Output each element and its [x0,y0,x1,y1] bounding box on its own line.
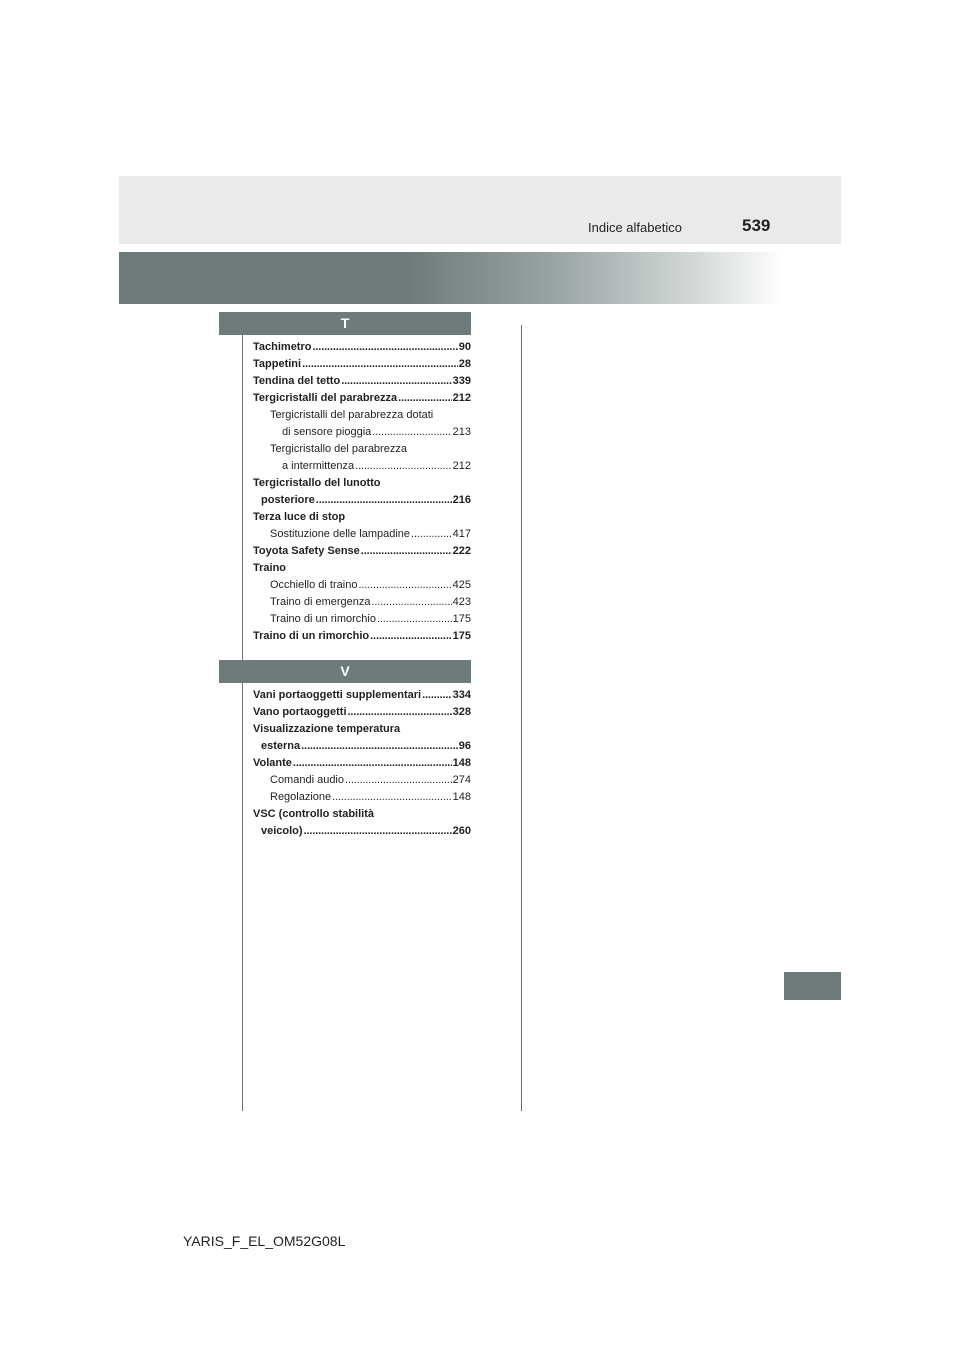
letter-heading-t: T [219,312,471,335]
index-entry[interactable]: Volante . . . 148 [253,755,471,772]
index-subentry[interactable]: Traino di un rimorchio . . . 175 [253,611,471,628]
index-subentry[interactable]: di sensore pioggia . . . 213 [253,424,471,441]
index-entry[interactable]: posteriore . . . 216 [253,492,471,509]
header-band [119,176,841,244]
index-entry[interactable]: Vano portaoggetti . . . 328 [253,704,471,721]
index-subentry: Tergicristallo del parabrezza [270,443,407,455]
index-entry: Visualizzazione temperatura [253,723,401,735]
index-subentry[interactable]: Comandi audio . . . 274 [253,772,471,789]
index-entry: Tergicristallo del lunotto [253,477,381,489]
index-subentry[interactable]: Occhiello di traino . . . 425 [253,577,471,594]
index-entry[interactable]: Tendina del tetto . . . 339 [253,373,471,390]
index-entry[interactable]: Traino di un rimorchio . . . 175 [253,628,471,645]
index-subentry[interactable]: Sostituzione delle lampadine . . . 417 [253,526,471,543]
index-subentry: Tergicristalli del parabrezza dotati [270,409,434,421]
index-list-t [253,339,471,645]
chapter-tab [784,972,841,1000]
page-number: 539 [742,216,771,235]
letter-heading-v: V [219,660,471,683]
index-subentry[interactable]: a intermittenza . . . 212 [253,458,471,475]
column-divider-left [242,325,243,1111]
index-entry[interactable]: Tachimetro . . . 90 [253,339,471,356]
index-entry[interactable]: veicolo) . . . 260 [253,823,471,840]
index-entry[interactable]: Toyota Safety Sense . . . 222 [253,543,471,560]
decorative-gradient-band [119,252,841,304]
column-divider-right [521,325,522,1111]
index-entry[interactable]: Vani portaoggetti supplementari . . . 334 [253,687,471,704]
document-code: YARIS_F_EL_OM52G08L [183,1233,346,1249]
header-section-title: Indice alfabetico [588,220,682,235]
index-subentry[interactable]: Traino di emergenza . . . 423 [253,594,471,611]
index-subentry[interactable]: Regolazione . . . 148 [253,789,471,806]
index-entry[interactable]: esterna . . . 96 [253,738,471,755]
index-list-v [253,687,471,840]
index-entry[interactable]: Tappetini . . . 28 [253,356,471,373]
index-entry: Terza luce di stop [253,511,346,523]
index-entry: Traino [253,562,287,574]
index-entry[interactable]: Tergicristalli del parabrezza . . . 212 [253,390,471,407]
index-entry: VSC (controllo stabilità [253,808,375,820]
